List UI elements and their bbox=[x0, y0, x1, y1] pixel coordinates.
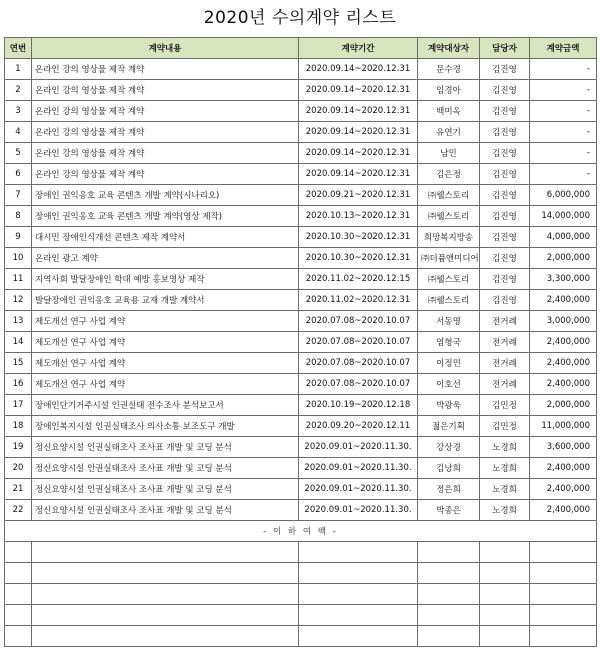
cell-contractor: 박종은 bbox=[418, 500, 480, 521]
table-row bbox=[5, 437, 597, 458]
cell-no: 6 bbox=[5, 164, 32, 185]
cell-manager: 전거례 bbox=[480, 353, 530, 374]
empty-cell bbox=[418, 584, 480, 605]
cell-no: 3 bbox=[5, 101, 32, 122]
empty-cell bbox=[5, 563, 32, 584]
cell-content: 제도개선 연구 사업 계약 bbox=[32, 374, 299, 395]
cell-period: 2020.10.13~2020.12.31 bbox=[299, 206, 418, 227]
table-header-row bbox=[5, 38, 597, 59]
cell-contractor: 염형국 bbox=[418, 332, 480, 353]
cell-manager: 노경희 bbox=[480, 458, 530, 479]
cell-no: 21 bbox=[5, 479, 32, 500]
cell-content: 온라인 강의 영상물 제작 계약 bbox=[32, 101, 299, 122]
empty-cell bbox=[299, 584, 418, 605]
table-row bbox=[5, 416, 597, 437]
cell-amount: 3,000,000 bbox=[530, 311, 597, 332]
cell-no: 10 bbox=[5, 248, 32, 269]
cell-manager: 김진영 bbox=[480, 164, 530, 185]
cell-manager: 전거례 bbox=[480, 332, 530, 353]
cell-content: 정신요양시설 인권실태조사 조사표 개발 및 코딩 분석 bbox=[32, 479, 299, 500]
cell-content: 온라인 강의 영상물 제작 계약 bbox=[32, 122, 299, 143]
cell-period: 2020.09.01~2020.11.30. bbox=[299, 458, 418, 479]
cell-no: 18 bbox=[5, 416, 32, 437]
cell-period: 2020.09.21~2020.12.31 bbox=[299, 185, 418, 206]
cell-amount: - bbox=[530, 164, 597, 185]
cell-amount: 4,000,000 bbox=[530, 227, 597, 248]
empty-cell bbox=[530, 626, 597, 647]
table-row bbox=[5, 143, 597, 164]
cell-contractor: 김은정 bbox=[418, 164, 480, 185]
cell-content: 정신요양시설 인권실태조사 조사표 개발 및 코딩 분석 bbox=[32, 437, 299, 458]
cell-amount: - bbox=[530, 122, 597, 143]
cell-period: 2020.07.08~2020.10.07 bbox=[299, 332, 418, 353]
cell-no: 7 bbox=[5, 185, 32, 206]
table-row bbox=[5, 59, 597, 80]
table-row bbox=[5, 248, 597, 269]
page-title: 2020년 수의계약 리스트 bbox=[203, 8, 397, 28]
cell-no: 20 bbox=[5, 458, 32, 479]
cell-no: 14 bbox=[5, 332, 32, 353]
cell-amount: 14,000,000 bbox=[530, 206, 597, 227]
table-row bbox=[5, 395, 597, 416]
cell-no: 5 bbox=[5, 143, 32, 164]
table-row bbox=[5, 101, 597, 122]
cell-no: 4 bbox=[5, 122, 32, 143]
cell-period: 2020.07.08~2020.10.07 bbox=[299, 374, 418, 395]
cell-content: 제도개선 연구 사업 계약 bbox=[32, 332, 299, 353]
table-row bbox=[5, 80, 597, 101]
cell-amount: 2,400,000 bbox=[530, 500, 597, 521]
header-content: 계약내용 bbox=[32, 38, 299, 59]
cell-period: 2020.09.14~2020.12.31 bbox=[299, 122, 418, 143]
empty-cell bbox=[299, 542, 418, 563]
empty-cell bbox=[480, 626, 530, 647]
cell-no: 13 bbox=[5, 311, 32, 332]
cell-content: 온라인 강의 영상물 제작 계약 bbox=[32, 164, 299, 185]
cell-amount: 2,000,000 bbox=[530, 395, 597, 416]
cell-contractor: 이정민 bbox=[418, 353, 480, 374]
cell-contractor: ㈜웰스토리 bbox=[418, 206, 480, 227]
empty-cell bbox=[5, 542, 32, 563]
cell-content: 온라인 광고 계약 bbox=[32, 248, 299, 269]
cell-content: 제도개선 연구 사업 계약 bbox=[32, 311, 299, 332]
cell-period: 2020.10.19~2020.12.18 bbox=[299, 395, 418, 416]
empty-cell bbox=[530, 584, 597, 605]
cell-content: 제도개선 연구 사업 계약 bbox=[32, 353, 299, 374]
cell-no: 15 bbox=[5, 353, 32, 374]
cell-content: 지역사회 발달장애인 학대 예방 홍보영상 제작 bbox=[32, 269, 299, 290]
empty-cell bbox=[5, 626, 32, 647]
cell-contractor: 정은희 bbox=[418, 479, 480, 500]
cell-manager: 김진영 bbox=[480, 122, 530, 143]
cell-contractor: ㈜웰스토리 bbox=[418, 185, 480, 206]
cell-amount: 2,400,000 bbox=[530, 479, 597, 500]
cell-manager: 김진영 bbox=[480, 185, 530, 206]
empty-cell bbox=[32, 542, 299, 563]
empty-cell bbox=[480, 542, 530, 563]
cell-manager: 김진영 bbox=[480, 290, 530, 311]
empty-cell bbox=[5, 584, 32, 605]
empty-cell bbox=[299, 626, 418, 647]
cell-content: 정신요양시설 인권실태조사 조사표 개발 및 코딩 분석 bbox=[32, 458, 299, 479]
cell-amount: 3,300,000 bbox=[530, 269, 597, 290]
cell-content: 온라인 강의 영상물 제작 계약 bbox=[32, 80, 299, 101]
header-contractor: 계약대상자 bbox=[418, 38, 480, 59]
cell-period: 2020.07.08~2020.10.07 bbox=[299, 311, 418, 332]
empty-row bbox=[5, 563, 597, 584]
empty-cell bbox=[418, 605, 480, 626]
cell-contractor: 백미옥 bbox=[418, 101, 480, 122]
cell-no: 12 bbox=[5, 290, 32, 311]
cell-no: 1 bbox=[5, 59, 32, 80]
cell-contractor: 희망복지방송 bbox=[418, 227, 480, 248]
cell-manager: 노경희 bbox=[480, 500, 530, 521]
cell-period: 2020.11.02~2020.12.15 bbox=[299, 269, 418, 290]
empty-cell bbox=[418, 542, 480, 563]
cell-content: 장애인단기거주시설 인권실태 전수조사 분석보고서 bbox=[32, 395, 299, 416]
cell-manager: 김진영 bbox=[480, 101, 530, 122]
cell-content: 대시민 장애인식개선 콘텐츠 제작 계약서 bbox=[32, 227, 299, 248]
empty-cell bbox=[32, 584, 299, 605]
cell-amount: 11,000,000 bbox=[530, 416, 597, 437]
cell-amount: 2,400,000 bbox=[530, 332, 597, 353]
empty-cell bbox=[418, 626, 480, 647]
cell-manager: 김진영 bbox=[480, 80, 530, 101]
cell-period: 2020.09.14~2020.12.31 bbox=[299, 80, 418, 101]
cell-period: 2020.09.14~2020.12.31 bbox=[299, 101, 418, 122]
cell-manager: 김진영 bbox=[480, 59, 530, 80]
empty-cell bbox=[480, 563, 530, 584]
empty-cell bbox=[32, 563, 299, 584]
cell-amount: - bbox=[530, 59, 597, 80]
cell-manager: 김진영 bbox=[480, 269, 530, 290]
end-note-row bbox=[5, 521, 597, 542]
end-note: - 이 하 여 백 - bbox=[5, 521, 597, 542]
header-period: 계약기간 bbox=[299, 38, 418, 59]
empty-cell bbox=[32, 626, 299, 647]
empty-cell bbox=[32, 605, 299, 626]
cell-contractor: ㈜더퓸앤미디어 bbox=[418, 248, 480, 269]
cell-no: 17 bbox=[5, 395, 32, 416]
cell-amount: 3,600,000 bbox=[530, 437, 597, 458]
cell-no: 8 bbox=[5, 206, 32, 227]
empty-row bbox=[5, 605, 597, 626]
cell-manager: 김진영 bbox=[480, 143, 530, 164]
table-row bbox=[5, 479, 597, 500]
cell-amount: 2,400,000 bbox=[530, 290, 597, 311]
cell-content: 정신요양시설 인권실태조사 조사표 개발 및 코딩 분석 bbox=[32, 500, 299, 521]
table-row bbox=[5, 311, 597, 332]
header-manager: 담당자 bbox=[480, 38, 530, 59]
empty-cell bbox=[480, 605, 530, 626]
cell-period: 2020.10.30~2020.12.31 bbox=[299, 248, 418, 269]
empty-cell bbox=[530, 563, 597, 584]
cell-period: 2020.09.14~2020.12.31 bbox=[299, 59, 418, 80]
table-row bbox=[5, 122, 597, 143]
cell-manager: 전거례 bbox=[480, 311, 530, 332]
cell-contractor: 이호선 bbox=[418, 374, 480, 395]
cell-period: 2020.11.02~2020.12.31 bbox=[299, 290, 418, 311]
table-row bbox=[5, 332, 597, 353]
cell-amount: 6,000,000 bbox=[530, 185, 597, 206]
cell-period: 2020.07.08~2020.10.07 bbox=[299, 353, 418, 374]
cell-contractor: 문수경 bbox=[418, 59, 480, 80]
cell-content: 온라인 강의 영상물 제작 계약 bbox=[32, 143, 299, 164]
empty-cell bbox=[299, 605, 418, 626]
table-row bbox=[5, 227, 597, 248]
cell-content: 장애인복지시설 인권실태조사 의사소통 보조도구 개발 bbox=[32, 416, 299, 437]
cell-amount: 2,000,000 bbox=[530, 248, 597, 269]
empty-row bbox=[5, 542, 597, 563]
cell-contractor: 임경아 bbox=[418, 80, 480, 101]
empty-cell bbox=[299, 563, 418, 584]
cell-amount: 2,400,000 bbox=[530, 458, 597, 479]
cell-contractor: ㈜웰스토리 bbox=[418, 290, 480, 311]
cell-amount: - bbox=[530, 80, 597, 101]
empty-cell bbox=[530, 605, 597, 626]
cell-manager: 김민정 bbox=[480, 395, 530, 416]
table-row bbox=[5, 164, 597, 185]
cell-contractor: 김낭희 bbox=[418, 458, 480, 479]
cell-content: 장애인 권익옹호 교육 콘텐츠 개발 계약(시나리오) bbox=[32, 185, 299, 206]
empty-cell bbox=[5, 605, 32, 626]
table-row bbox=[5, 269, 597, 290]
cell-no: 9 bbox=[5, 227, 32, 248]
cell-manager: 김민정 bbox=[480, 416, 530, 437]
cell-period: 2020.09.01~2020.11.30. bbox=[299, 479, 418, 500]
cell-contractor: 남민 bbox=[418, 143, 480, 164]
cell-amount: 2,400,000 bbox=[530, 374, 597, 395]
table-row bbox=[5, 353, 597, 374]
empty-cell bbox=[480, 584, 530, 605]
empty-row bbox=[5, 626, 597, 647]
empty-cell bbox=[418, 563, 480, 584]
cell-manager: 김진영 bbox=[480, 227, 530, 248]
cell-no: 2 bbox=[5, 80, 32, 101]
table-row bbox=[5, 185, 597, 206]
cell-no: 22 bbox=[5, 500, 32, 521]
empty-row bbox=[5, 584, 597, 605]
cell-period: 2020.09.14~2020.12.31 bbox=[299, 143, 418, 164]
cell-content: 발달장애인 권익옹호 교육용 교재 개발 계약서 bbox=[32, 290, 299, 311]
cell-amount: - bbox=[530, 101, 597, 122]
header-no: 연번 bbox=[5, 38, 32, 59]
cell-contractor: ㈜웰스토리 bbox=[418, 269, 480, 290]
table-row bbox=[5, 458, 597, 479]
table-row bbox=[5, 374, 597, 395]
cell-contractor: 박광욱 bbox=[418, 395, 480, 416]
cell-no: 19 bbox=[5, 437, 32, 458]
cell-manager: 김진영 bbox=[480, 248, 530, 269]
cell-contractor: 강상경 bbox=[418, 437, 480, 458]
table-row bbox=[5, 500, 597, 521]
table-row bbox=[5, 206, 597, 227]
cell-manager: 노경희 bbox=[480, 479, 530, 500]
cell-content: 온라인 강의 영상물 제작 계약 bbox=[32, 59, 299, 80]
cell-contractor: 젊은기획 bbox=[418, 416, 480, 437]
table-row bbox=[5, 290, 597, 311]
header-amount: 계약금액 bbox=[530, 38, 597, 59]
cell-amount: - bbox=[530, 143, 597, 164]
cell-contractor: 서동명 bbox=[418, 311, 480, 332]
cell-manager: 전거례 bbox=[480, 374, 530, 395]
cell-content: 장애인 권익옹호 교육 콘텐츠 개발 계약(영상 제작) bbox=[32, 206, 299, 227]
cell-period: 2020.09.20~2020.12.11 bbox=[299, 416, 418, 437]
cell-contractor: 유연기 bbox=[418, 122, 480, 143]
cell-manager: 김진영 bbox=[480, 206, 530, 227]
cell-period: 2020.09.14~2020.12.31 bbox=[299, 164, 418, 185]
cell-period: 2020.09.01~2020.11.30. bbox=[299, 437, 418, 458]
cell-period: 2020.10.30~2020.12.31 bbox=[299, 227, 418, 248]
empty-cell bbox=[530, 542, 597, 563]
cell-period: 2020.09.01~2020.11.30. bbox=[299, 500, 418, 521]
cell-no: 16 bbox=[5, 374, 32, 395]
contract-table bbox=[4, 37, 597, 647]
cell-amount: 2,400,000 bbox=[530, 353, 597, 374]
cell-manager: 노경희 bbox=[480, 437, 530, 458]
cell-no: 11 bbox=[5, 269, 32, 290]
